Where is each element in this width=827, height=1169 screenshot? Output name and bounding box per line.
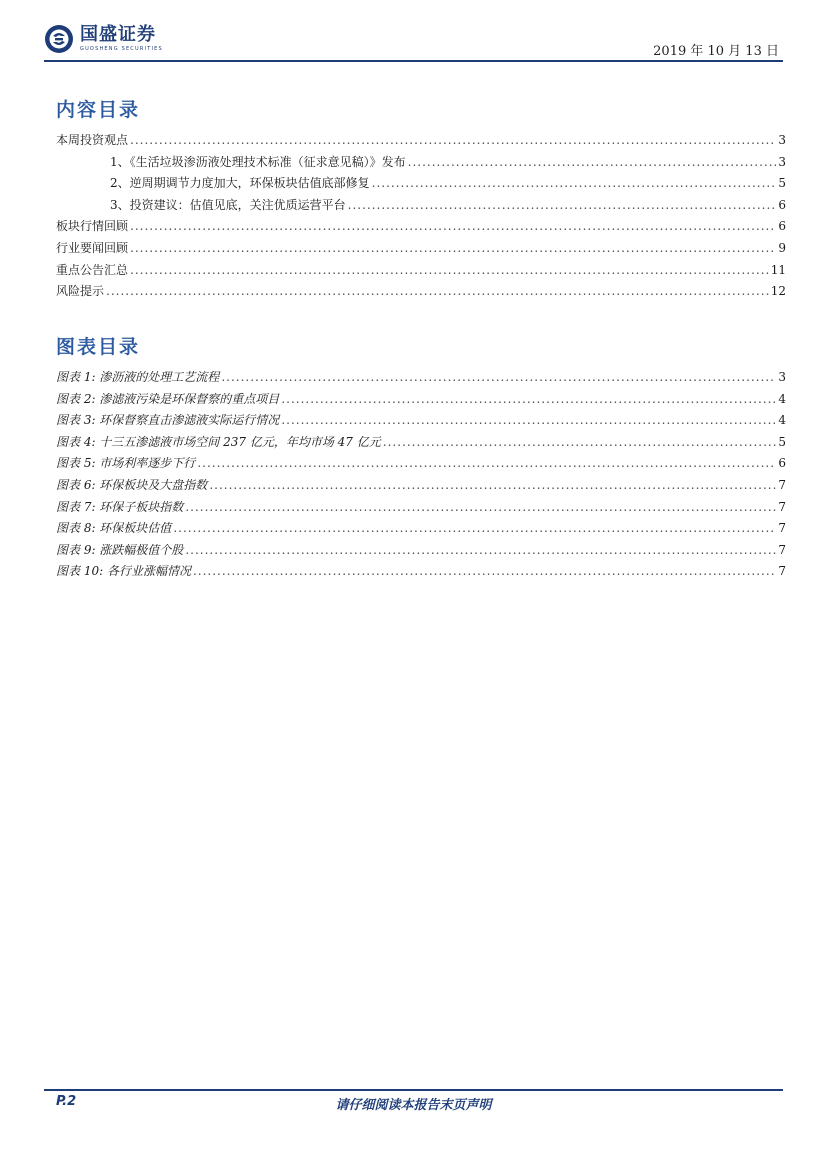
dot-leader bbox=[408, 152, 777, 174]
figure-entry[interactable] bbox=[56, 389, 786, 411]
dot-leader bbox=[130, 238, 776, 260]
figure-entry-label: 图表 3: 环保督察直击渗滤液实际运行情况 bbox=[56, 413, 280, 428]
dot-leader bbox=[221, 367, 776, 389]
toc-entry[interactable] bbox=[56, 238, 786, 260]
dot-leader bbox=[372, 173, 777, 195]
figure-entry-label: 图表 9: 涨跌幅极值个股 bbox=[56, 542, 184, 557]
figure-entry-page-number: 3 bbox=[778, 370, 786, 384]
disclaimer-note: 请仔细阅读本报告末页声明 bbox=[335, 1098, 492, 1113]
figure-entry-label: 图表 5: 市场利率逐步下行 bbox=[56, 456, 196, 471]
toc-entry[interactable] bbox=[56, 130, 786, 152]
figure-entry-page-number: 5 bbox=[778, 434, 786, 449]
dot-leader bbox=[185, 540, 776, 562]
dot-leader bbox=[130, 260, 769, 282]
dot-leader bbox=[130, 130, 776, 152]
dot-leader bbox=[193, 561, 776, 583]
toc-entry[interactable] bbox=[56, 195, 786, 217]
figures-list bbox=[56, 367, 786, 583]
contents-list bbox=[56, 130, 786, 303]
figure-entry-page-number: 4 bbox=[778, 413, 786, 428]
toc-entry-page-number: 11 bbox=[770, 262, 786, 277]
toc-entry-label: 行业要闻回顾 bbox=[56, 240, 129, 255]
toc-entry-page-number: 3 bbox=[778, 154, 786, 169]
page-number: P.2 bbox=[56, 1094, 77, 1109]
toc-entry[interactable] bbox=[56, 173, 786, 195]
figure-entry-page-number: 7 bbox=[778, 499, 786, 514]
figure-entry[interactable] bbox=[56, 540, 786, 562]
dot-leader bbox=[348, 195, 777, 217]
toc-entry-label: 重点公告汇总 bbox=[56, 262, 129, 277]
figure-entry[interactable] bbox=[56, 367, 786, 389]
toc-entry-label: 2、逆周期调节力度加大，环保板块估值底部修复 bbox=[110, 176, 370, 191]
company-logo bbox=[44, 24, 163, 54]
figure-entry[interactable] bbox=[56, 410, 786, 432]
toc-entry-page-number: 3 bbox=[778, 133, 786, 147]
figures-title: 图表目录 bbox=[56, 336, 141, 358]
figure-entry[interactable] bbox=[56, 453, 786, 475]
figure-entry-page-number: 7 bbox=[778, 521, 786, 536]
figure-entry[interactable] bbox=[56, 561, 786, 583]
toc-entry-page-number: 9 bbox=[778, 240, 786, 255]
dot-leader bbox=[106, 281, 769, 303]
figure-entry-page-number: 6 bbox=[778, 456, 786, 471]
header-divider bbox=[44, 60, 783, 62]
toc-entry[interactable] bbox=[56, 281, 786, 303]
dot-leader bbox=[383, 432, 777, 454]
figure-entry-label: 图表 10: 各行业涨幅情况 bbox=[56, 564, 191, 579]
toc-entry-label: 板块行情回顾 bbox=[56, 219, 129, 234]
toc-entry-label: 风险提示 bbox=[56, 284, 105, 299]
dot-leader bbox=[281, 389, 776, 411]
figure-entry[interactable] bbox=[56, 497, 786, 519]
dot-leader bbox=[197, 453, 776, 475]
figure-entry-page-number: 4 bbox=[778, 391, 786, 406]
footer-divider bbox=[44, 1089, 783, 1091]
figure-entry-page-number: 7 bbox=[778, 542, 786, 557]
dot-leader bbox=[281, 410, 776, 432]
toc-title: 内容目录 bbox=[56, 99, 141, 121]
toc-entry[interactable] bbox=[56, 152, 786, 174]
dot-leader bbox=[173, 518, 776, 540]
figure-entry-label: 图表 2: 渗滤液污染是环保督察的重点项目 bbox=[56, 391, 280, 406]
figure-entry[interactable] bbox=[56, 432, 786, 454]
figure-entry[interactable] bbox=[56, 475, 786, 497]
figure-entry-label: 图表 6: 环保板块及大盘指数 bbox=[56, 477, 208, 492]
toc-entry-label: 1、《生活垃圾渗沥液处理技术标准（征求意见稿）》发布 bbox=[110, 154, 406, 169]
dot-leader bbox=[209, 475, 776, 497]
figure-entry-page-number: 7 bbox=[778, 564, 786, 579]
figure-entry-label: 图表 4: 十三五渗滤液市场空间 237 亿元，年均市场 47 亿元 bbox=[56, 434, 381, 449]
toc-entry-label: 3、投资建议：估值见底，关注优质运营平台 bbox=[110, 197, 346, 212]
logo-subtitle: GUOSHENG SECURITIES bbox=[80, 46, 163, 52]
toc-entry-page-number: 12 bbox=[770, 284, 786, 299]
figure-entry-label: 图表 8: 环保板块估值 bbox=[56, 521, 172, 536]
toc-entry[interactable] bbox=[56, 216, 786, 238]
figure-entry[interactable] bbox=[56, 518, 786, 540]
toc-entry-page-number: 6 bbox=[778, 219, 786, 234]
guosheng-logo-icon bbox=[44, 24, 74, 54]
toc-entry[interactable] bbox=[56, 260, 786, 282]
dot-leader bbox=[130, 216, 776, 238]
figure-entry-page-number: 7 bbox=[778, 477, 786, 492]
page-header bbox=[0, 0, 827, 70]
toc-entry-page-number: 6 bbox=[778, 197, 786, 212]
figure-entry-label: 图表 1: 渗沥液的处理工艺流程 bbox=[56, 370, 220, 384]
dot-leader bbox=[185, 497, 776, 519]
toc-entry-label: 本周投资观点 bbox=[56, 133, 129, 147]
logo-name: 国盛证券 bbox=[80, 24, 156, 45]
toc-entry-page-number: 5 bbox=[778, 176, 786, 191]
figure-entry-label: 图表 7: 环保子板块指数 bbox=[56, 499, 184, 514]
report-date: 2019 年 10 月 13 日 bbox=[653, 44, 779, 59]
